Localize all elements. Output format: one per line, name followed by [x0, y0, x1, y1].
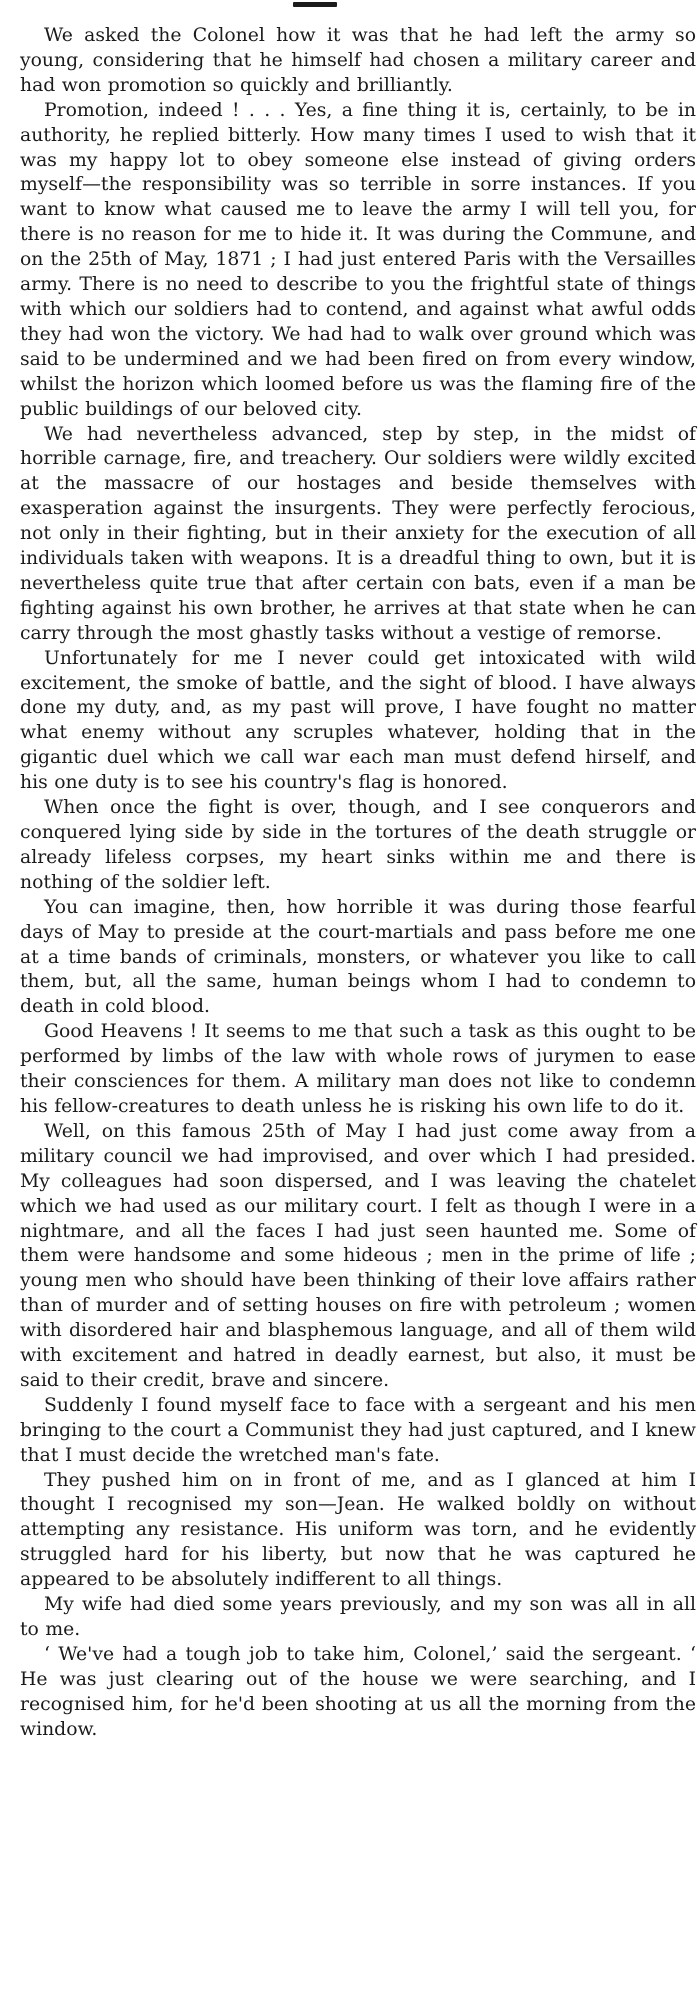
- paragraph-1: We asked the Colonel how it was that he had left the army so young, considering that he himself had chosen a military career and had won promotion so quickly and brilliantly.: [20, 25, 696, 96]
- paragraph-10: They pushed him on in front of me, and as I glanced at him I thought I recognised my son—Jean. He walked boldly on without attempting any resistance. His uniform was torn, and he evidently struggled hard for his liberty, but now that he was captured he appeared to be absolutely indifferent to all things.: [20, 1469, 696, 1591]
- paragraph-4: Unfortunately for me I never could get intoxicated with wild excitement, the smoke of battle, and the sight of blood. I have always done my duty, and, as my past will prove, I have fought no matter what enemy without any scruples whatever, holding that in the gigantic duel which we call war each man must defend hirself, and his one duty is to see his country's flag is honored.: [20, 647, 696, 794]
- paragraph-12: ‘ We've had a tough job to take him, Colonel,’ said the sergeant. ‘ He was just clearing out of the house we were searching, and I recognised him, for he'd been shooting at us all the morning from the window.: [20, 1643, 696, 1740]
- paragraph-2: Promotion, indeed ! . . . Yes, a fine thing it is, certainly, to be in authority, he replied bitterly. How many times I used to wish that it was my happy lot to obey someone else instead of giving orders myself—the responsibility was so terrible in sorre instances. If you want to know what caused me to leave the army I will tell you, for there is no reason for me to hide it. It was during the Commune, and on the 25th of May, 1871 ; I had just entered Paris with the Versailles army. There is no need to describe to you the frightful state of things with which our soldiers had to contend, and against what awful odds they had won the victory. We had had to walk over ground which was said to be undermined and we had been fired on from every window, whilst the horizon which loomed before us was the flaming fire of the public buildings of our beloved city.: [20, 99, 696, 420]
- column-rule-mark: [293, 2, 337, 7]
- paragraph-3: We had nevertheless advanced, step by step, in the midst of horrible carnage, fire, and treachery. Our soldiers were wildly excited at the massacre of our hostages and beside themselves with exasperation against the insurgents. They were perfectly ferocious, not only in their fighting, but in their anxiety for the execution of all individuals taken with weapons. It is a dreadful thing to own, but it is nevertheless quite true that after certain con bats, even if a man be fighting against his own brother, he arrives at that state when he can carry through the most ghastly tasks without a vestige of remorse.: [20, 423, 696, 644]
- paragraph-6: You can imagine, then, how horrible it was during those fearful days of May to preside at the court-martials and pass before me one at a time bands of criminals, monsters, or whatever you like to call them, but, all the same, human beings whom I had to condemn to death in cold blood.: [20, 896, 696, 1018]
- paragraph-5: When once the fight is over, though, and I see conquerors and conquered lying side by side in the tortures of the death struggle or already lifeless corpses, my heart sinks within me and there is nothing of the soldier left.: [20, 797, 696, 893]
- paragraph-9: Suddenly I found myself face to face with a sergeant and his men bringing to the court a Communist they had just captured, and I knew that I must decide the wretched man's fate.: [20, 1394, 696, 1466]
- article-column: [20, 24, 696, 1743]
- paragraph-11: My wife had died some years previously, and my son was all in all to me.: [20, 1594, 696, 1640]
- paragraph-7: Good Heavens ! It seems to me that such a task as this ought to be performed by limbs of the law with whole rows of jurymen to ease their consciences for them. A military man does not like to condemn his fellow-creatures to death unless he is risking his own life to do it.: [20, 1021, 696, 1117]
- paragraph-8: Well, on this famous 25th of May I had just come away from a military council we had improvised, and over which I had presided. My colleagues had soon dispersed, and I was leaving the chatelet which we had used as our military court. I felt as though I were in a nightmare, and all the faces I had just seen haunted me. Some of them were handsome and some hideous ; men in the prime of life ; young men who should have been thinking of their love affairs rather than of murder and of setting houses on fire with petroleum ; women with disordered hair and blasphemous language, and all of them wild with excitement and hatred in deadly earnest, but also, it must be said to their credit, brave and sincere.: [20, 1120, 696, 1391]
